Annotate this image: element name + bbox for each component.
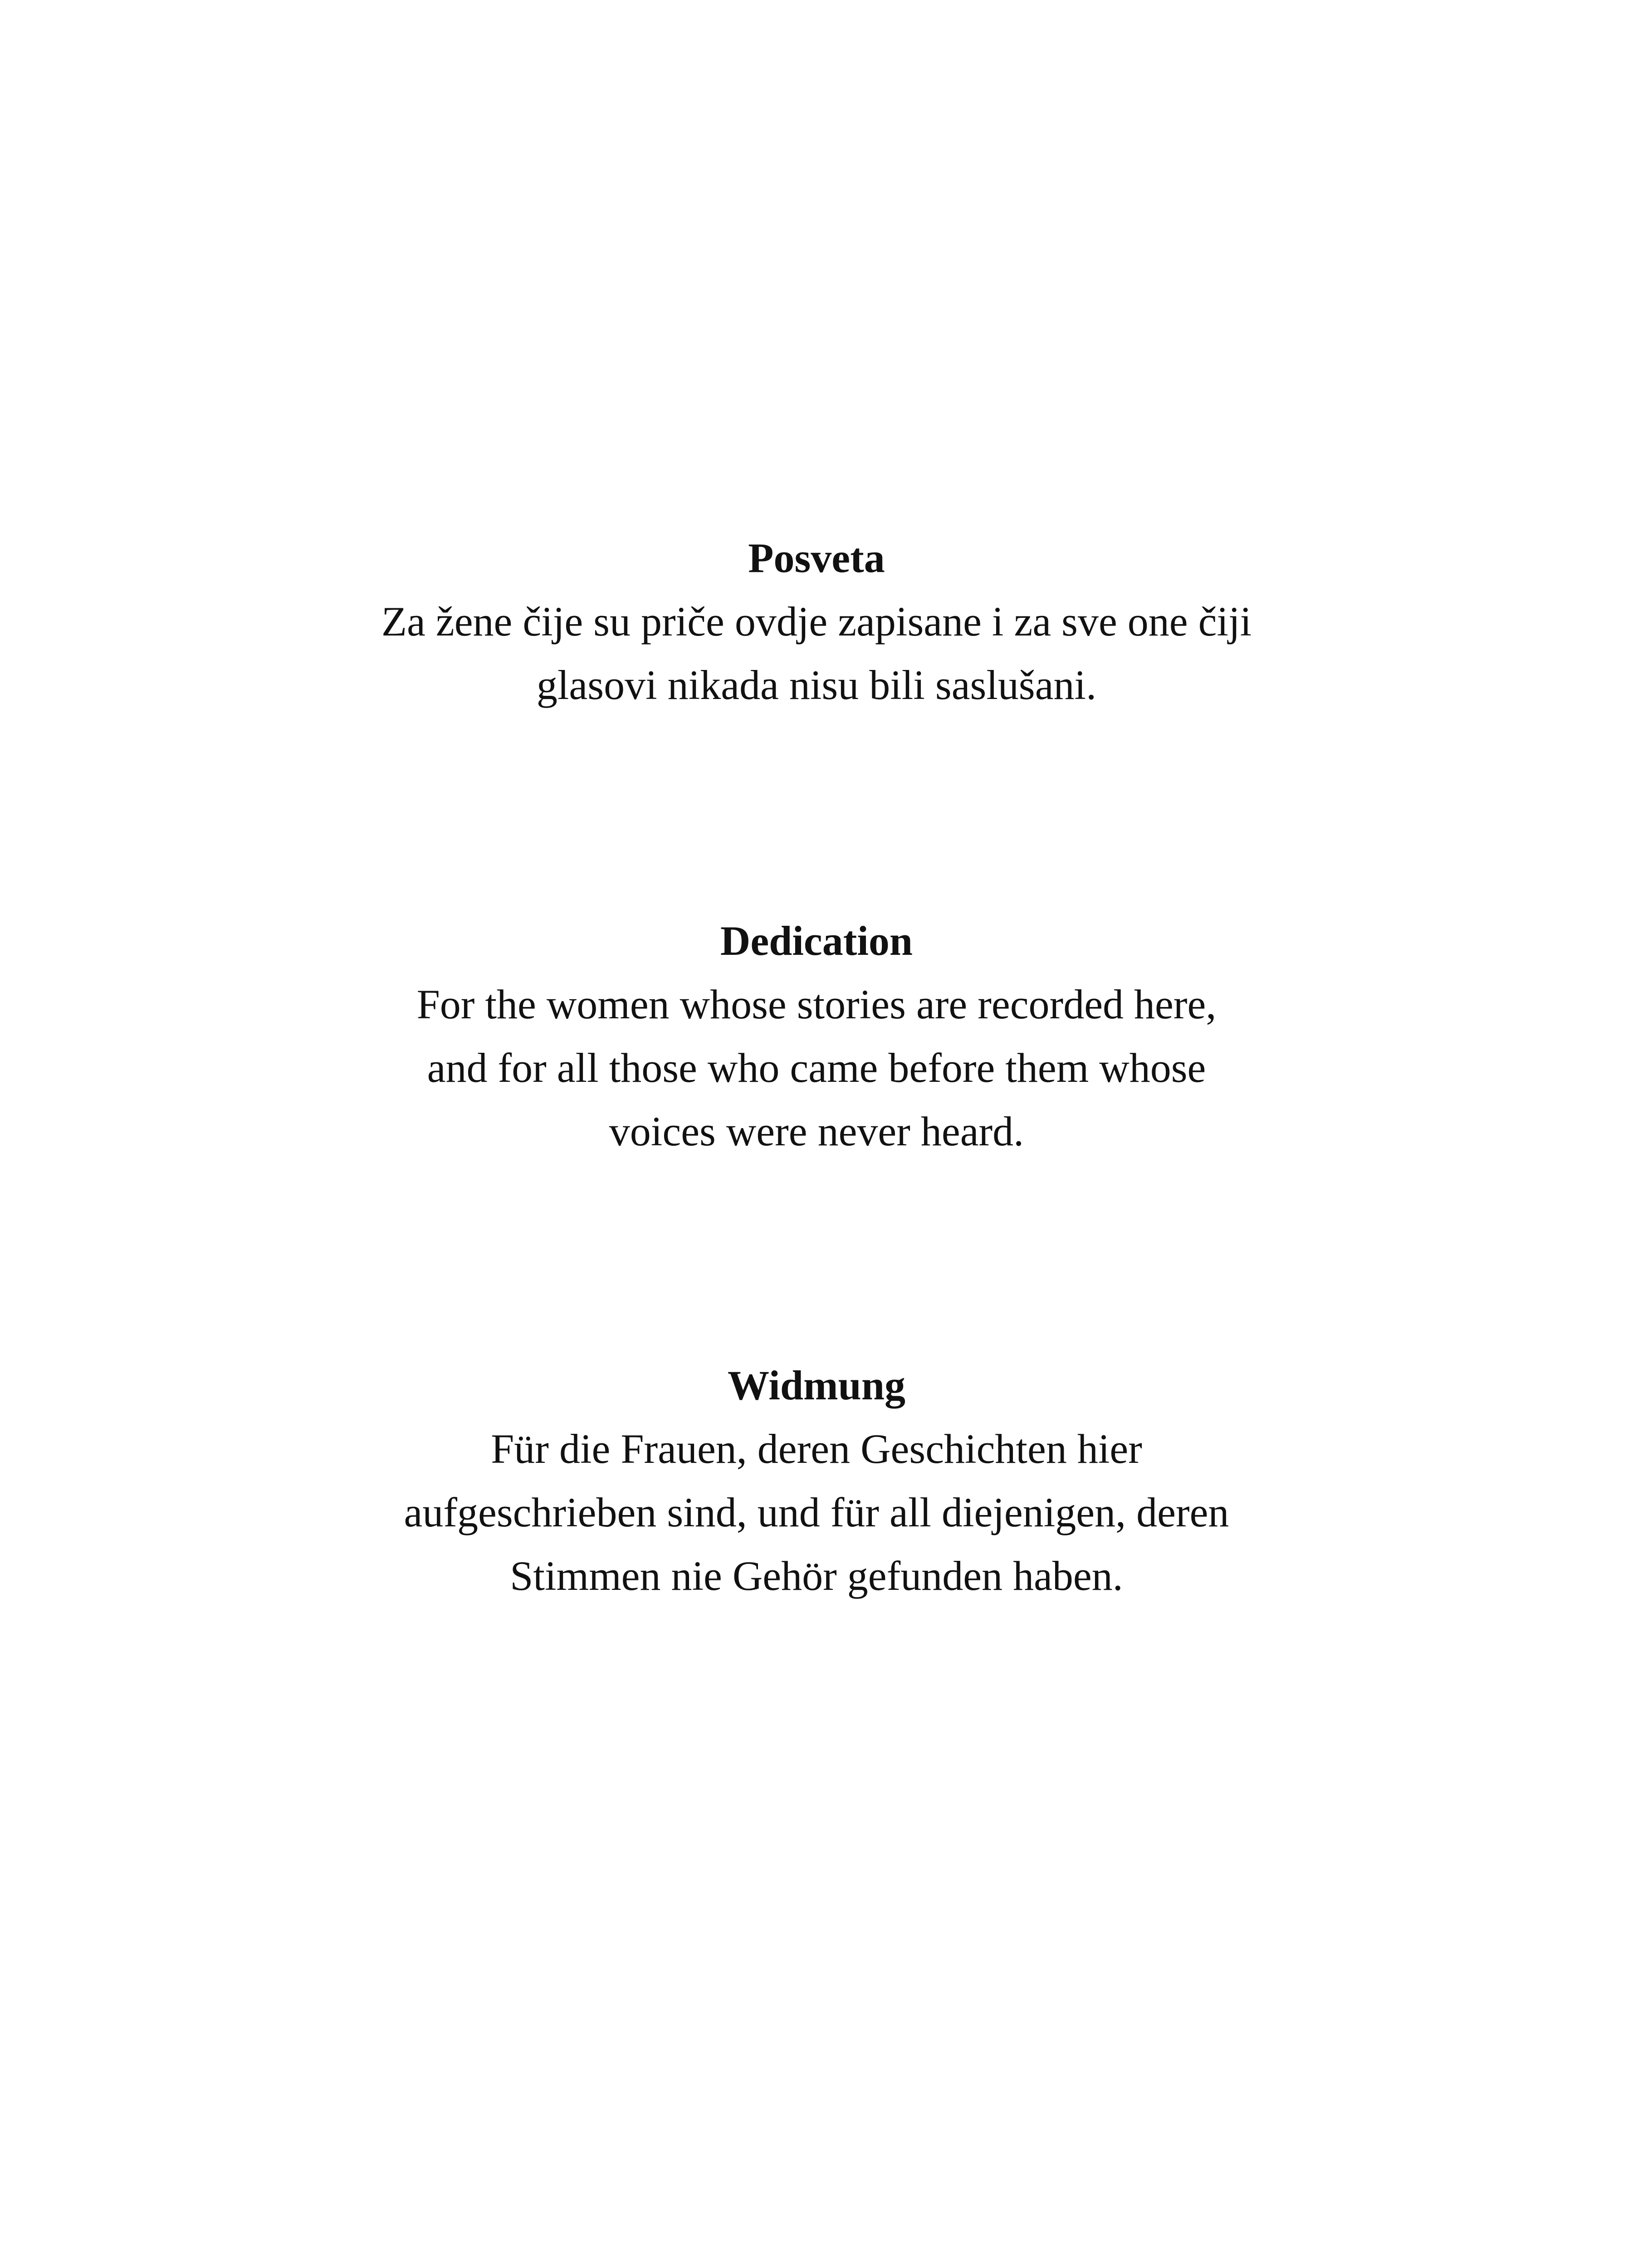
text-line: voices were never heard.: [609, 1108, 1024, 1154]
dedication-german: [0, 1354, 1633, 1608]
heading-widmung: Widmung: [727, 1362, 906, 1408]
heading-dedication: Dedication: [720, 918, 913, 964]
text-line: Stimmen nie Gehör gefunden haben.: [510, 1553, 1123, 1599]
dedication-bosnian: [0, 526, 1633, 717]
text-line: For the women whose stories are recorded here,: [416, 981, 1217, 1027]
dedication-text-german: [0, 1417, 1633, 1608]
dedication-text-english: [0, 973, 1633, 1163]
dedication-english: [0, 909, 1633, 1163]
heading-posveta: Posveta: [748, 535, 885, 581]
text-line: Für die Frauen, deren Geschichten hier: [491, 1426, 1142, 1472]
text-line: aufgeschrieben sind, und für all diejenigen, deren: [404, 1489, 1229, 1535]
dedication-text-bosnian: [0, 590, 1633, 717]
text-line: glasovi nikada nisu bili saslušani.: [536, 662, 1097, 708]
text-line: and for all those who came before them whose: [427, 1045, 1206, 1091]
text-line: Za žene čije su priče ovdje zapisane i za sve one čiji: [381, 598, 1252, 645]
